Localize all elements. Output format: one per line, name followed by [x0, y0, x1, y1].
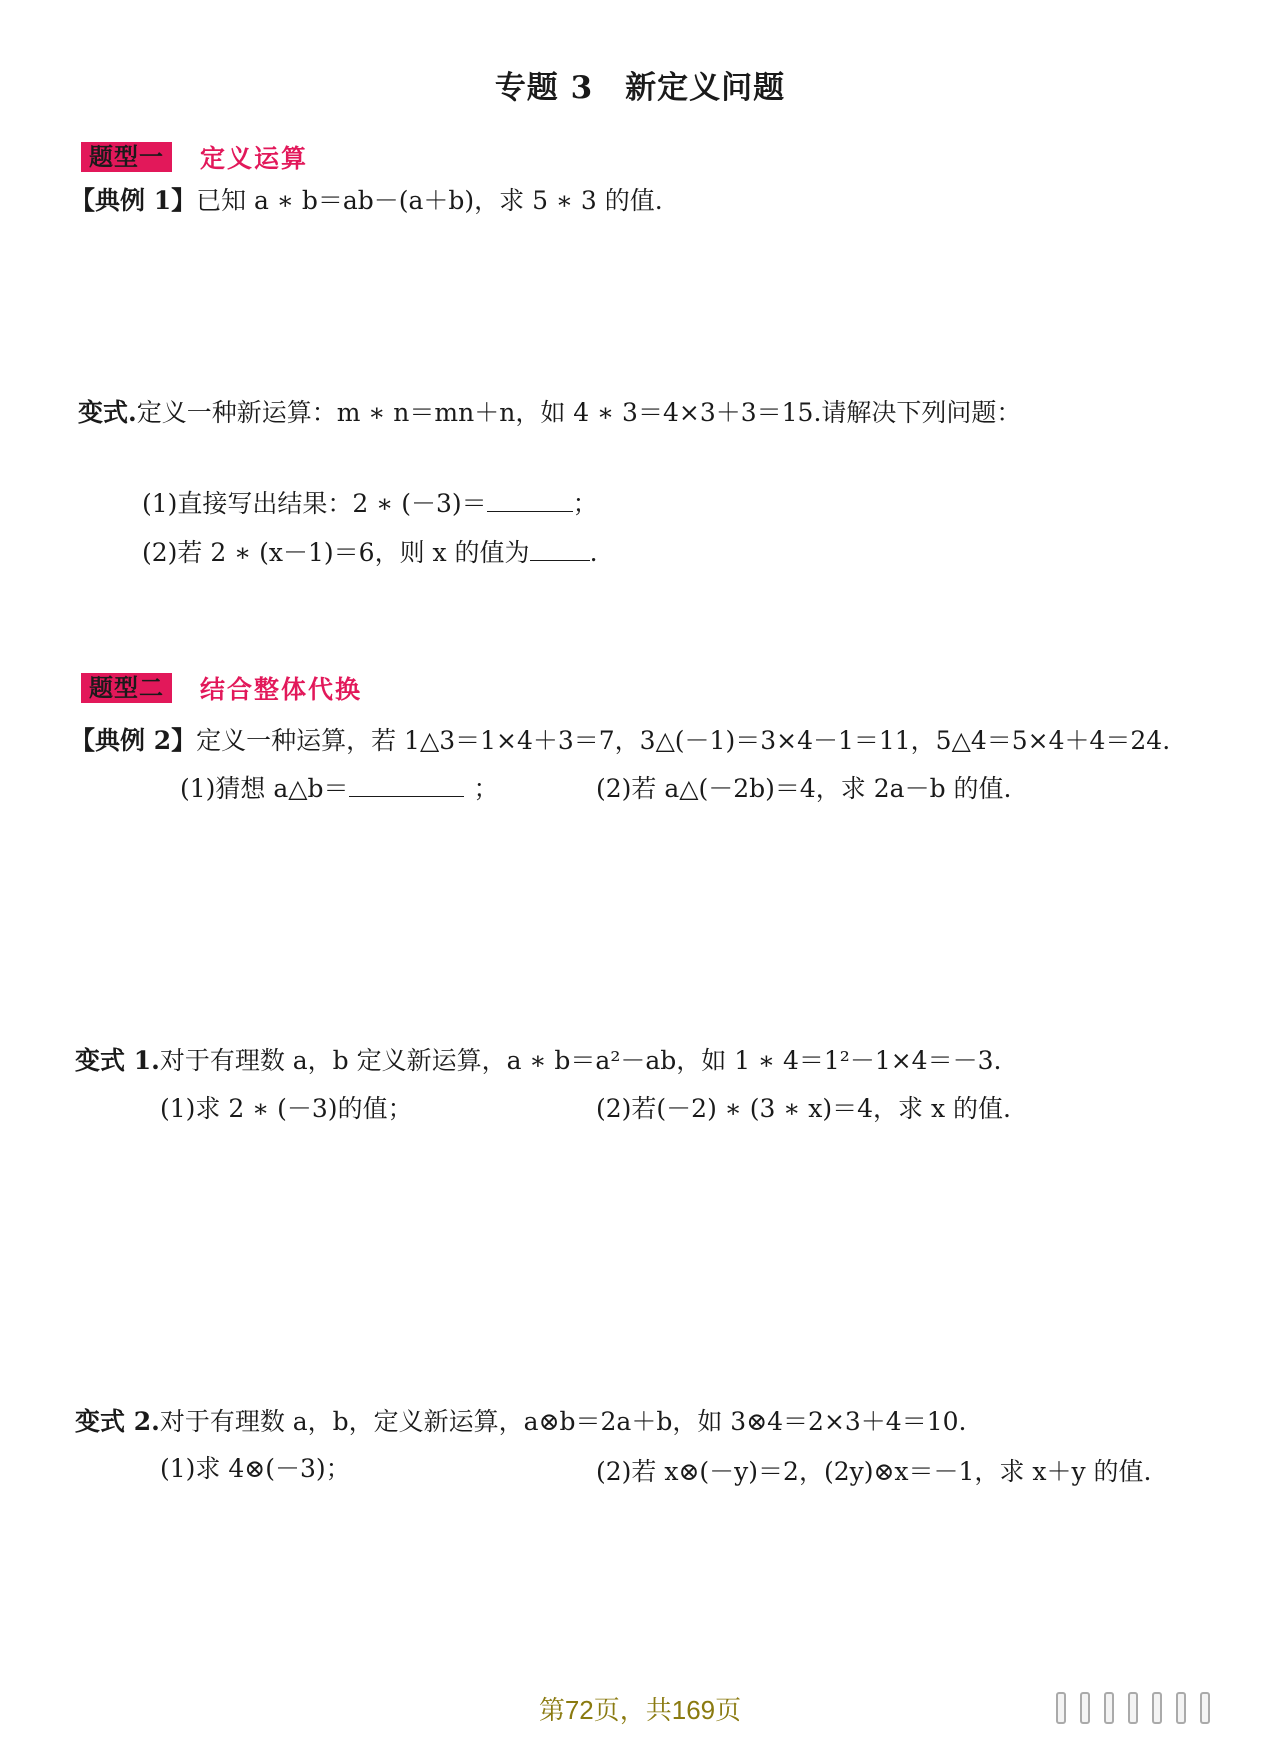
- example-text: 定义一种运算，若 1△3＝1×4＋3＝7，3△(－1)＝3×4－1＝11，5△4＝5×4＋4＝24.: [196, 726, 1171, 755]
- section-name: 定义运算: [200, 144, 309, 173]
- variant-text: 对于有理数 a，b，定义新运算，a⊗b＝2a＋b，如 3⊗4＝2×3＋4＝10.: [159, 1407, 967, 1436]
- example-2-q2: (2)若 a△(－2b)＝4，求 2a－b 的值.: [596, 774, 1012, 803]
- page-counter: 第72页，共169页: [538, 1695, 742, 1725]
- scroll-handle-icon[interactable]: [1050, 1688, 1250, 1724]
- example-2: [70, 724, 1170, 758]
- section-name: 结合整体代换: [200, 675, 363, 704]
- answer-blank[interactable]: [530, 536, 590, 561]
- question-text: (1)猜想 a△b＝: [180, 774, 349, 803]
- answer-blank[interactable]: [349, 772, 464, 797]
- variant-0-q2: [142, 536, 598, 570]
- question-punct: ；: [473, 774, 499, 803]
- answer-blank[interactable]: [487, 487, 573, 512]
- variant-1: [75, 1044, 1001, 1078]
- variant-1-q1: (1)求 2 ∗ (－3)的值；: [160, 1094, 413, 1123]
- example-label: 【典例 1】: [70, 186, 197, 215]
- variant-2: [75, 1405, 966, 1439]
- variant-1-q2: (2)若(－2) ∗ (3 ∗ x)＝4，求 x 的值.: [596, 1094, 1011, 1123]
- question-punct: .: [589, 538, 598, 567]
- question-punct: ；: [572, 489, 598, 518]
- section-header-2: [81, 672, 362, 704]
- page-title: 专题 3 新定义问题: [494, 70, 786, 106]
- question-text: (1)直接写出结果：2 ∗ (－3)＝: [142, 489, 487, 518]
- variant-label: 变式.: [78, 398, 137, 427]
- example-2-q1: [180, 772, 499, 806]
- variant-label: 变式 2.: [75, 1407, 160, 1436]
- variant-label: 变式 1.: [75, 1046, 160, 1075]
- variant-0-q1: [142, 487, 598, 521]
- section-tag: 题型一: [81, 142, 172, 172]
- variant-0: [78, 396, 1021, 430]
- section-tag: 题型二: [81, 673, 172, 703]
- variant-text: 定义一种新运算：m ∗ n＝mn＋n，如 4 ∗ 3＝4×3＋3＝15.请解决下列问题：: [136, 398, 1022, 427]
- example-label: 【典例 2】: [70, 726, 197, 755]
- example-1: [70, 184, 663, 218]
- variant-text: 对于有理数 a，b 定义新运算，a ∗ b＝a²－ab，如 1 ∗ 4＝1²－1×4＝－3.: [159, 1046, 1002, 1075]
- variant-2-q1: (1)求 4⊗(－3)；: [160, 1454, 351, 1483]
- question-text: (2)若 2 ∗ (x－1)＝6，则 x 的值为: [142, 538, 530, 567]
- section-header-1: [81, 141, 308, 173]
- example-text: 已知 a ∗ b＝ab－(a＋b)，求 5 ∗ 3 的值.: [196, 186, 663, 215]
- variant-2-q2: (2)若 x⊗(－y)＝2，(2y)⊗x＝－1，求 x＋y 的值.: [596, 1457, 1152, 1486]
